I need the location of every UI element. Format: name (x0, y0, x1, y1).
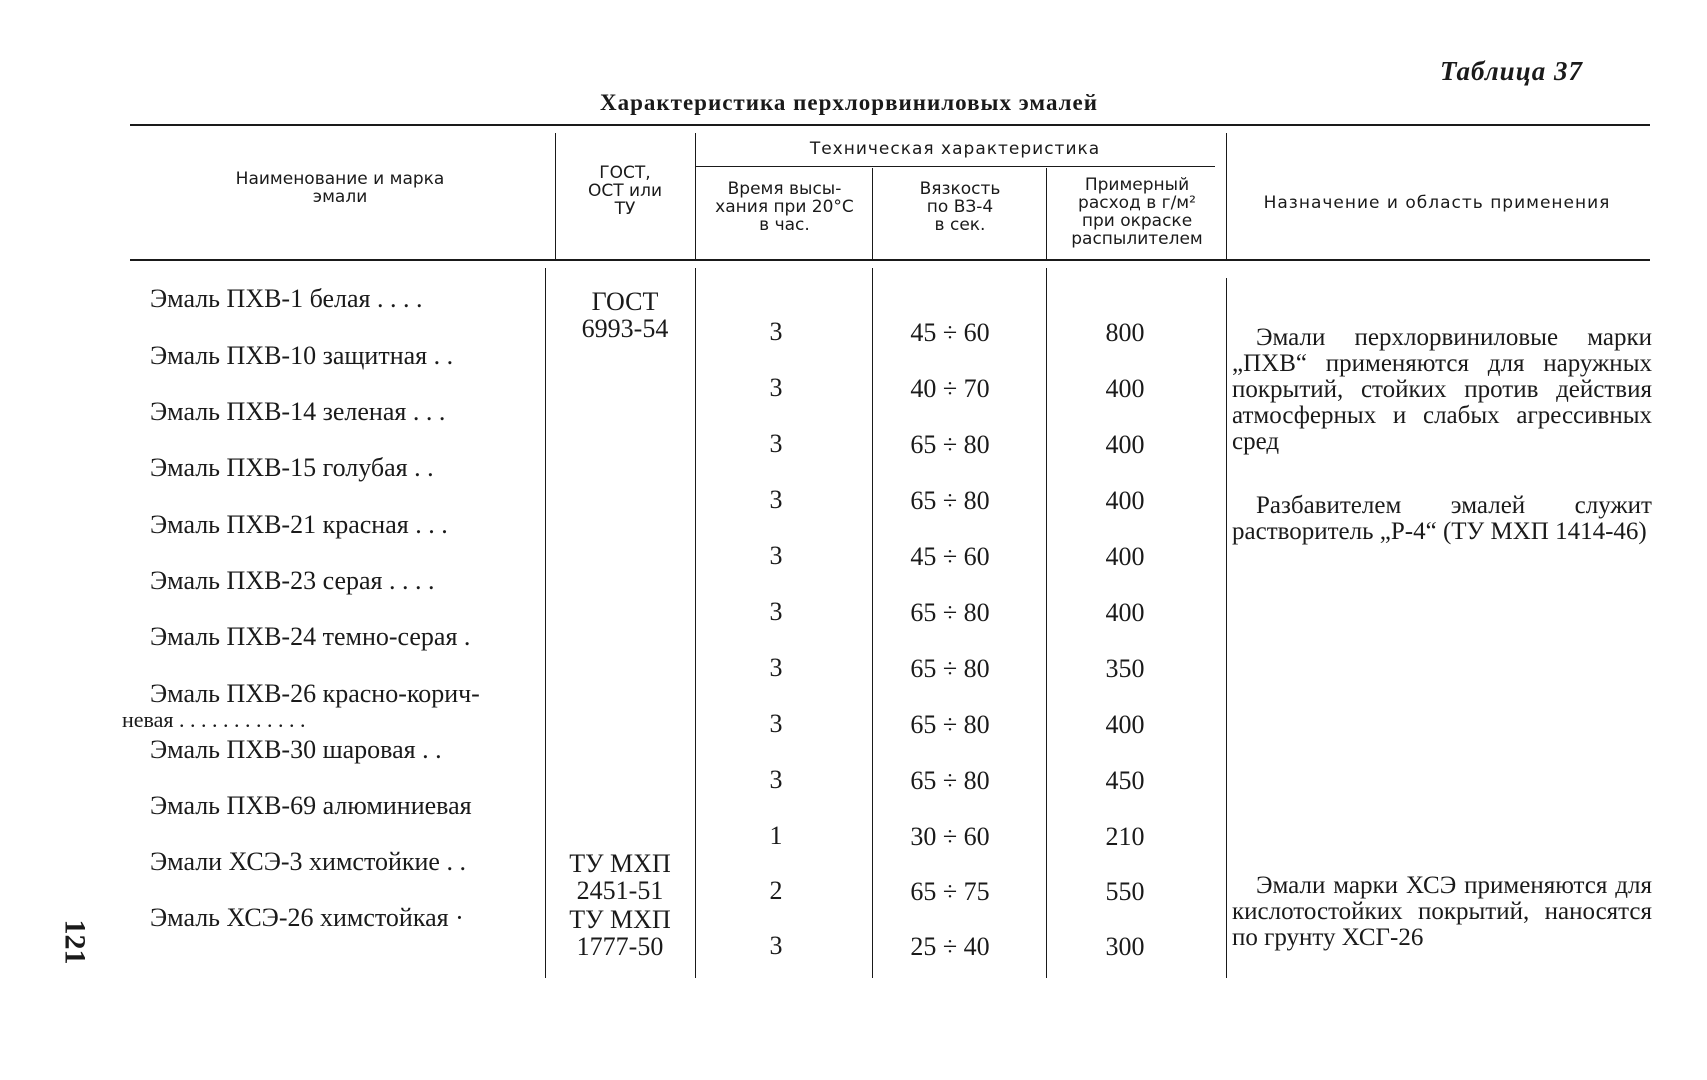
drying-time: 3 (769, 597, 783, 626)
drying-time: 3 (769, 373, 783, 402)
enamel-name: Эмали ХСЭ-3 химстойкие . . (150, 847, 466, 876)
consumption-value: 400 (1105, 430, 1145, 459)
page-number: 121 (58, 919, 92, 965)
drying-time: 3 (769, 485, 783, 514)
top-rule (130, 124, 1650, 126)
viscosity-value: 25 ÷ 40 (910, 932, 990, 961)
header-name: Наименование и марка эмали (235, 169, 445, 207)
purpose-note: Разбавителем эмалей служит растворитель „Р-4“ (ТУ МХП 1414-46) (1232, 492, 1652, 545)
enamel-name: Эмаль ПХВ-15 голубая . . (150, 453, 434, 482)
body-divider (1046, 268, 1047, 978)
body-divider (872, 268, 873, 978)
enamel-name-continuation: невая . . . . . . . . . . . . (122, 707, 306, 732)
purpose-note: Эмали марки ХСЭ применяются для кислотостойких покрытий, наносятся по грунту ХСГ-26 (1232, 872, 1652, 951)
header-bottom-rule (130, 259, 1650, 261)
table-title: Характеристика перхлорвиниловых эмалей (600, 90, 1099, 115)
viscosity-value: 65 ÷ 80 (910, 654, 990, 683)
enamel-name: Эмаль ХСЭ-26 химстойкая · (150, 903, 464, 932)
tech-group-rule (695, 166, 1215, 167)
viscosity-value: 65 ÷ 80 (910, 710, 990, 739)
drying-time: 3 (769, 931, 783, 960)
consumption-value: 300 (1105, 932, 1145, 961)
gost-value: ТУ МХП 1777-50 (569, 905, 671, 961)
gost-value: ТУ МХП 2451-51 (569, 849, 671, 905)
drying-time: 2 (769, 876, 783, 905)
consumption-value: 400 (1105, 710, 1145, 739)
enamel-name: Эмаль ПХВ-10 защитная . . (150, 341, 454, 370)
header-gost: ГОСТ, ОСТ или ТУ (587, 163, 662, 219)
body-divider (1226, 278, 1227, 978)
header-divider (555, 133, 556, 259)
header-consumption: Примерный расход в г/м² при окраске распылителем (1071, 175, 1203, 249)
viscosity-value: 65 ÷ 80 (910, 766, 990, 795)
consumption-value: 400 (1105, 486, 1145, 515)
drying-time: 3 (769, 765, 783, 794)
consumption-value: 400 (1105, 598, 1145, 627)
viscosity-value: 30 ÷ 60 (910, 822, 990, 851)
enamel-name: Эмаль ПХВ-26 красно-корич- (150, 679, 480, 708)
drying-time: 1 (769, 821, 783, 850)
purpose-note: Эмали перхлорвиниловые марки „ПХВ“ применяются для наружных покрытий, стойких против действия атмосферных и слабых агрессивных сред (1232, 324, 1652, 455)
header-purpose: Назначение и область применения (1263, 193, 1611, 213)
enamel-name: Эмаль ПХВ-24 темно-серая . (150, 622, 471, 651)
body-divider (695, 268, 696, 978)
drying-time: 3 (769, 653, 783, 682)
drying-time: 3 (769, 429, 783, 458)
enamel-name: Эмаль ПХВ-23 серая . . . . (150, 566, 435, 595)
consumption-value: 210 (1105, 822, 1145, 851)
viscosity-value: 45 ÷ 60 (910, 318, 990, 347)
viscosity-value: 65 ÷ 75 (910, 877, 990, 906)
viscosity-value: 65 ÷ 80 (910, 486, 990, 515)
gost-value: ГОСТ 6993-54 (581, 287, 669, 343)
drying-time: 3 (769, 709, 783, 738)
header-viscosity: Вязкость по ВЗ-4 в сек. (919, 179, 1001, 235)
viscosity-value: 65 ÷ 80 (910, 598, 990, 627)
consumption-value: 800 (1105, 318, 1145, 347)
drying-time: 3 (769, 317, 783, 346)
enamel-name: Эмаль ПХВ-69 алюминиевая (150, 791, 472, 820)
viscosity-value: 40 ÷ 70 (910, 374, 990, 403)
consumption-value: 400 (1105, 542, 1145, 571)
consumption-value: 350 (1105, 654, 1145, 683)
header-divider (695, 133, 696, 259)
consumption-value: 550 (1105, 877, 1145, 906)
consumption-value: 400 (1105, 374, 1145, 403)
enamel-name: Эмаль ПХВ-1 белая . . . . (150, 284, 423, 313)
enamel-name: Эмаль ПХВ-14 зеленая . . . (150, 397, 446, 426)
consumption-value: 450 (1105, 766, 1145, 795)
header-divider (872, 168, 873, 259)
header-divider (1226, 133, 1227, 259)
table-number: Таблица 37 (1440, 56, 1583, 86)
header-drying: Время высы- хания при 20°С в час. (715, 179, 854, 235)
viscosity-value: 65 ÷ 80 (910, 430, 990, 459)
header-tech-group: Техническая характеристика (809, 139, 1101, 159)
drying-time: 3 (769, 541, 783, 570)
header-divider (1046, 168, 1047, 259)
enamel-name: Эмаль ПХВ-30 шаровая . . (150, 735, 442, 764)
viscosity-value: 45 ÷ 60 (910, 542, 990, 571)
enamel-name: Эмаль ПХВ-21 красная . . . (150, 510, 448, 539)
